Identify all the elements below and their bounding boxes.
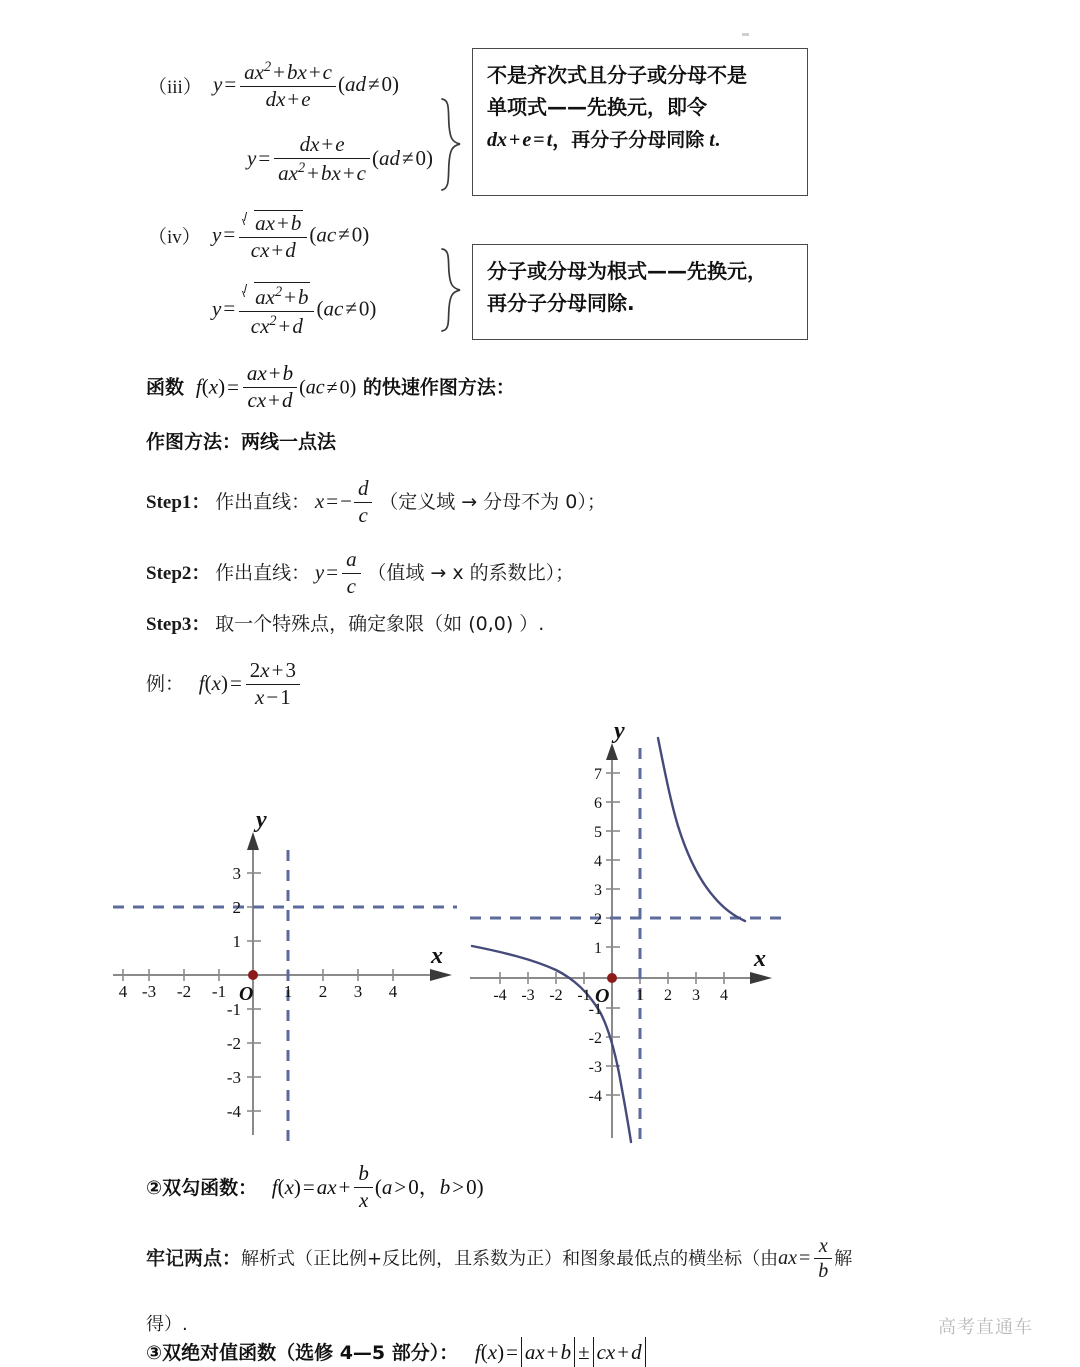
fraction: $\frac{b}{x}$	[354, 1162, 373, 1212]
svg-text:7: 7	[594, 766, 602, 783]
right-graph	[462, 718, 802, 1168]
svg-text:2: 2	[318, 982, 328, 1001]
svg-text:-3: -3	[141, 982, 157, 1001]
svg-text:3: 3	[353, 982, 363, 1001]
svg-text:5: 5	[594, 824, 602, 841]
fraction: $\frac{ax+b}{cx+d}$	[239, 209, 307, 262]
fraction: $\frac{ax^2+bx+c}{dx+e}$	[240, 59, 336, 111]
svg-text:-3: -3	[521, 987, 535, 1004]
method-label: 作图方法：两线一点法	[146, 431, 337, 453]
svg-text:-1: -1	[577, 987, 591, 1004]
svg-text:1: 1	[636, 987, 644, 1004]
svg-text:y: y	[256, 807, 267, 833]
formula-iii-eq1: y= $\frac{ax^2+bx+c}{dx+e}$ (ad≠0)	[213, 59, 400, 111]
note-iii-line1: 不是齐次式且分子或分母不是	[487, 63, 747, 87]
fraction: $\frac{2x+3}{x-1}$	[246, 659, 300, 709]
svg-text:-2: -2	[176, 982, 192, 1001]
fraction: $\frac{ax^2+b}{cx^2+d}$	[239, 281, 314, 338]
svg-text:-2: -2	[549, 987, 563, 1004]
svg-text:O: O	[239, 983, 254, 1005]
note-iii-line3: dx + e = t，再分子分母同除 t.	[487, 128, 720, 151]
svg-text:x: x	[431, 943, 443, 969]
fraction: $\frac{dx+e}{ax^2+bx+c}$	[274, 133, 370, 185]
formula-iv-eq1: y= $\frac{ax+b}{cx+d}$ (ac≠0)	[212, 211, 370, 262]
svg-text:4: 4	[118, 982, 128, 1001]
svg-text:6: 6	[594, 795, 602, 812]
step-1: Step1： 作出直线： x=− $\frac{d}{c}$ （定义域 → 分母不为 0）；	[146, 476, 606, 527]
svg-text:-1: -1	[211, 982, 227, 1001]
svg-text:O: O	[595, 985, 610, 1007]
sqrt-icon: $ax^2+b$	[243, 281, 310, 310]
svg-text:-3: -3	[226, 1068, 241, 1087]
absolute-value: ax+b	[521, 1337, 575, 1367]
fraction: $\frac{d}{c}$	[354, 477, 373, 527]
fraction: $\frac{ax+b}{cx+d}$	[243, 362, 297, 412]
note-iv-line2: 再分子分母同除.	[487, 291, 635, 316]
svg-text:2: 2	[594, 911, 602, 928]
remember-row: 牢记两点：解析式（正比例+反比例，且系数为正）和图象最低点的横坐标（由ax = $\frac{x}{b}$ 解	[146, 1235, 853, 1283]
svg-text:4: 4	[594, 853, 602, 870]
svg-text:4: 4	[388, 982, 398, 1001]
svg-text:2: 2	[232, 898, 241, 917]
svg-text:-3: -3	[588, 1059, 602, 1076]
fraction: $\frac{x}{b}$	[814, 1235, 832, 1283]
svg-text:-4: -4	[588, 1088, 602, 1105]
item-2: ②双勾函数： f(x)=ax+ $\frac{b}{x}$ (a>0，b>0)	[146, 1161, 484, 1212]
brace-iii	[438, 97, 464, 192]
svg-text:-2: -2	[588, 1030, 602, 1047]
item-3: ③双绝对值函数（选修 4—5 部分）： f(x)= ax+b ± cx+d	[146, 1337, 647, 1367]
fraction: $\frac{a}{c}$	[342, 548, 361, 598]
svg-text:3: 3	[232, 864, 241, 883]
example-row: 例： f(x)= $\frac{2x+3}{x-1}$	[146, 660, 302, 710]
svg-text:-4: -4	[226, 1102, 241, 1121]
svg-text:y: y	[614, 718, 625, 744]
step-2: Step2： 作出直线： y= $\frac{a}{c}$ （值域 → x 的系数比）；	[146, 547, 575, 598]
note-iv-line1: 分子或分母为根式——先换元，	[487, 259, 767, 283]
svg-text:-4: -4	[493, 987, 507, 1004]
section-title: 函数 f(x)= $\frac{ax+b}{cx+d}$ (ac ≠ 0) 的快速作图方法：	[146, 361, 515, 412]
formula-iii-eq2: y= $\frac{dx+e}{ax^2+bx+c}$ (ad≠0)	[247, 132, 434, 185]
brace-iv	[438, 247, 464, 333]
formula-iii-label: （iii）	[148, 77, 202, 98]
svg-text:-2: -2	[226, 1034, 241, 1053]
svg-text:1: 1	[232, 932, 241, 951]
step-3: Step3： 取一个特殊点，确定象限（如 (0,0) ）.	[146, 613, 545, 635]
svg-text:2: 2	[664, 987, 672, 1004]
remember-cont: 得）.	[146, 1314, 188, 1335]
formula-iv-eq2: y= $\frac{ax^2+b}{cx^2+d}$ (ac≠0)	[212, 282, 376, 339]
left-graph	[105, 805, 465, 1145]
formula-iv-label: （iv）	[148, 227, 201, 248]
note-box-iv	[472, 244, 808, 340]
note-box-iii	[472, 48, 808, 196]
svg-text:1: 1	[594, 940, 602, 957]
svg-text:-1: -1	[588, 1001, 602, 1018]
svg-text:-1: -1	[226, 1000, 241, 1019]
watermark: 高考直通车	[938, 1317, 1033, 1338]
sqrt-icon: ax+b	[243, 209, 303, 236]
svg-text:x: x	[754, 946, 766, 972]
svg-text:1: 1	[283, 982, 293, 1001]
note-iii-line2: 单项式——先换元，即令	[487, 95, 707, 120]
svg-text:3: 3	[594, 882, 602, 899]
svg-text:3: 3	[692, 987, 700, 1004]
absolute-value: cx+d	[593, 1337, 646, 1367]
scan-speck	[742, 33, 749, 36]
svg-text:4: 4	[720, 987, 728, 1004]
